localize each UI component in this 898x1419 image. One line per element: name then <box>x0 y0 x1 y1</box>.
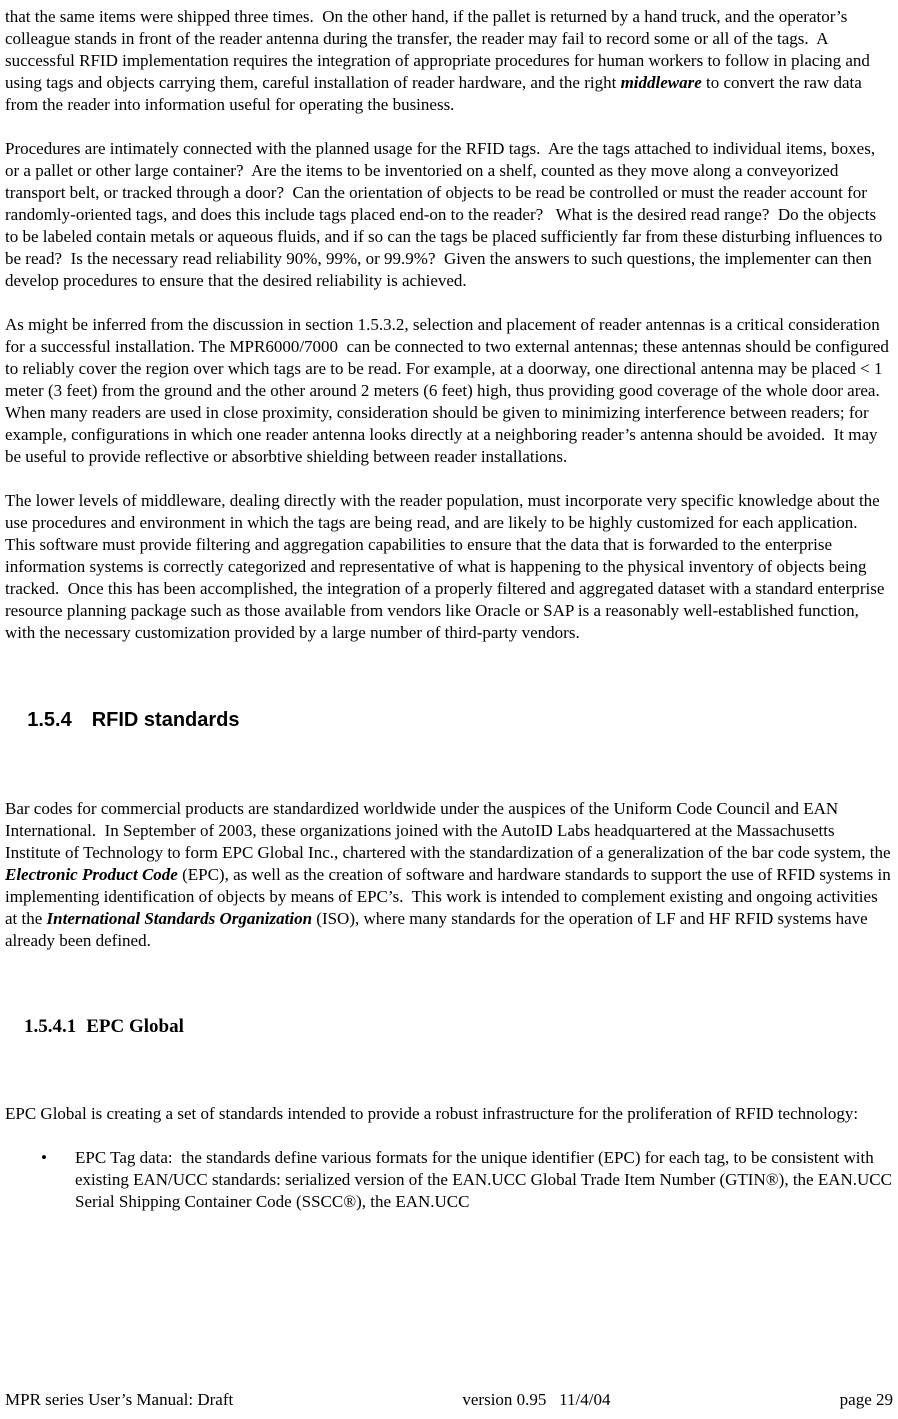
subsection-number: 1.5.4.1 <box>24 1016 77 1037</box>
text-segment: Procedures are intimately connected with the planned usage for the RFID tags. Are the tags attached to individual items, boxes, or a pallet or other large container? Are the items to be inventoried on a shelf, counted as they move along a conveyorized transport belt, or tracked through a door? Can the orientation of objects to be read be controlled or must the reader account for randomly-oriented tags, and does this include tags placed end-on to the reader? What is the desired read range? Do the objects to be labeled contain metals or aqueous fluids, and if so can the tags be placed sufficiently far from these disturbing influences to be read? Is the necessary read reliability 90%, 99%, or 99.9%? Given the answers to such questions, the implementer can then develop procedures to ensure that the desired reliability is achieved. <box>5 139 887 290</box>
text-segment: EPC Tag data: the standards define various formats for the unique identifier (EPC) for each tag, to be consistent with existing EAN/UCC standards: serialized version of the EAN.UCC Global Trade Item Number (GTIN®), the EAN.UCC Serial Shipping Container Code (SSCC®), the EAN.UCC <box>75 1148 897 1211</box>
paragraph-bar-codes-epc <box>5 798 893 952</box>
section-number: 1.5.4 <box>27 709 72 731</box>
section-heading-rfid-standards <box>5 684 893 756</box>
section-title: RFID standards <box>91 709 240 731</box>
footer-version-date: version 0.95 11/4/04 <box>462 1390 611 1409</box>
subsection-heading-epc-global <box>5 992 893 1061</box>
text-segment: to convert the raw data from the reader into information useful for operating the business. <box>5 73 867 114</box>
subsection-title: EPC Global <box>86 1016 184 1037</box>
text-segment: EPC Global is creating a set of standards intended to provide a robust infrastructure for the proliferation of RFID technology: <box>5 1104 859 1123</box>
text-segment: that the same items were shipped three times. On the other hand, if the pallet is returned by a hand truck, and the operator’s colleague stands in front of the reader antenna during the transfer, the reader may fail to record some or all of the tags. A successful RFID implementation requires the integration of appropriate procedures for human workers to follow in placing and using tags and objects carrying them, careful installation of reader hardware, and the right <box>5 7 875 92</box>
paragraph-shipped-three-times <box>5 6 893 116</box>
text-segment: The lower levels of middleware, dealing directly with the reader population, must incorporate very specific knowledge about the use procedures and environment in which the tags are being read, and are likely to be highly customized for each application. This software must provide filtering and aggregation capabilities to ensure that the data that is forwarded to the enterprise information systems is correctly categorized and representative of what is happening to the physical inventory of objects being tracked. Once this has been accomplished, the integration of a properly filtered and aggregated dataset with a standard enterprise resource planning package such as those available from vendors like Oracle or SAP is a reasonably well-established function, with the necessary customization provided by a large number of third-party vendors. <box>5 491 889 642</box>
footer-page-number: page 29 <box>839 1390 893 1409</box>
paragraph-epc-global-intro <box>5 1103 893 1125</box>
text-segment: middleware <box>620 73 702 92</box>
list-item-text <box>75 1147 897 1213</box>
text-segment: International Standards Organization <box>46 909 313 928</box>
list-item-epc-tag-data <box>5 1147 897 1213</box>
paragraph-middleware-levels <box>5 490 893 644</box>
text-segment: (EPC), as well as the creation of software and hardware standards to support the use of RFID systems in implementing identification of objects by means of EPC’s. This work is intended to complement existing and ongoing activities at the <box>5 865 895 928</box>
text-segment: Electronic Product Code <box>5 865 178 884</box>
bullet-icon: • <box>41 1148 47 1167</box>
text-segment: As might be inferred from the discussion in section 1.5.3.2, selection and placement of reader antennas is a critical consideration for a successful installation. The MPR6000/7000 can be connected to two external antennas; these antennas should be configured to reliably cover the region over which tags are to be read. For example, at a doorway, one directional antenna may be placed < 1 meter (3 feet) from the ground and the other around 2 meters (6 feet) high, thus providing good coverage of the whole door area. When many readers are used in close proximity, consideration should be given to minimizing interference between readers; for example, configurations in which one reader antenna looks directly at a neighboring reader’s antenna should be avoided. It may be useful to provide reflective or absorbtive shielding between reader installations. <box>5 315 894 466</box>
page-footer <box>5 1389 893 1410</box>
text-segment: (ISO), where many standards for the operation of LF and HF RFID systems have already been defined. <box>5 909 872 950</box>
footer-manual-title: MPR series User’s Manual: Draft <box>5 1390 234 1409</box>
text-segment: Bar codes for commercial products are standardized worldwide under the auspices of the Uniform Code Council and EAN International. In September of 2003, these organizations joined with the AutoID Labs headquartered at the Massachusetts Institute of Technology to form EPC Global Inc., chartered with the standardization of a generalization of the bar code system, the <box>5 799 895 862</box>
paragraph-procedures-usage <box>5 138 893 292</box>
paragraph-antenna-placement <box>5 314 893 468</box>
